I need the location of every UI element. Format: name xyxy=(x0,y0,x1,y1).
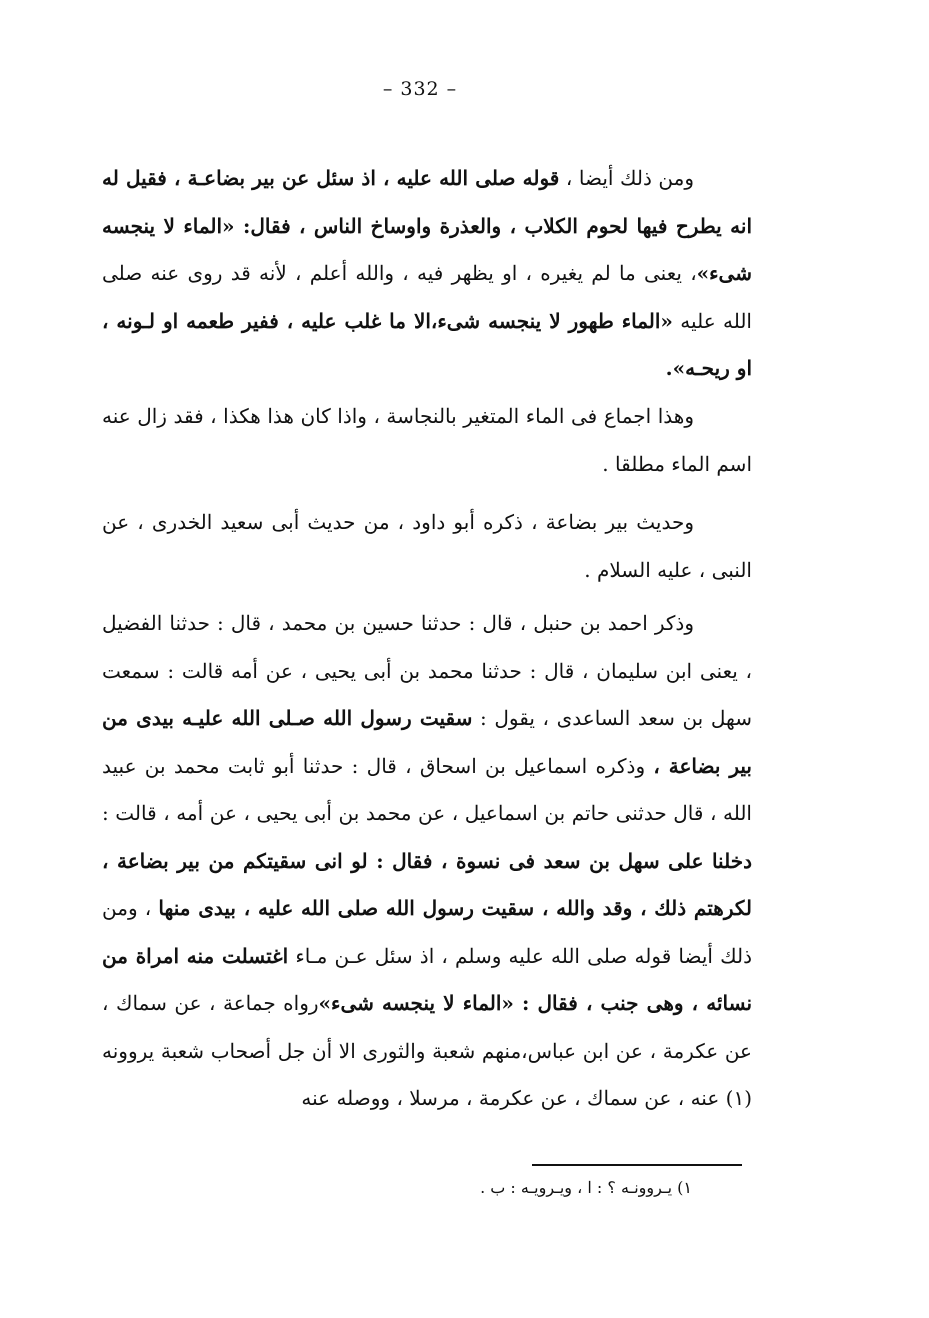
paragraph-4-bold: دخلنا على سهل بن سعد فى نسوة ، فقال : لو انى سقيتكم من بير بضاعة ، لكرهتم ذلك ، وقد والله ، سقيت رسول الله صلى الله عليه ، بيدى منها xyxy=(102,848,752,920)
paragraph-1-bold: «الماء طهور لا ينجسه شىء،الا ما غلب عليه ، ففير طعمه او لـونه ، او ريحـه». xyxy=(102,308,752,380)
paragraph-4-text: رواه جماعة ، عن سماك ، عن عكرمة ، عن ابن عباس،منهم شعبة والثورى الا أن جل أصحاب شعبة يروونه (١) عنه ، عن سماك ، عن عكرمة ، مرسلا ، ووصله عنه xyxy=(102,991,752,1110)
paragraph-3 xyxy=(102,499,752,594)
paragraph-4 xyxy=(102,600,752,1123)
paragraph-4-text: وذكر احمد بن حنبل ، قال : حدثنا حسين بن محمد ، قال : حدثنا الفضيل ، يعنى ابن سليمان ، قال : حدثنا محمد بن أبى يحيى ، عن أمه قالت : سمعت سهل بن سعد الساعدى ، يقول : xyxy=(102,611,752,730)
paragraph-3-text: وحديث بير بضاعة ، ذكره أبو داود ، من حديث أبى سعيد الخدرى ، عن النبى ، عليه السلام . xyxy=(102,510,752,582)
paragraph-4-text: ، ومن ذلك أيضا قوله صلى الله عليه وسلم ، اذ سئل عـن مـاء xyxy=(102,896,752,968)
paragraph-2-text: وهذا اجماع فى الماء المتغير بالنجاسة ، واذا كان هذا هكذا ، فقد زال عنه اسم الماء مطلقا . xyxy=(102,404,752,476)
footnote-divider xyxy=(532,1164,742,1166)
paragraph-1-bold: قوله صلى الله عليه ، اذ سئل عن بير بضاعـة ، فقيل له انه يطرح فيها لحوم الكلاب ، والعذرة واوساخ الناس ، فقال: «الماء لا ينجسه شىء» xyxy=(102,166,752,285)
paragraph-2 xyxy=(102,393,752,488)
page-number: – 332 – xyxy=(382,78,458,100)
paragraph-4-bold: سقيت رسول الله صـلى الله عليـه بيدى من بير بضاعة ، xyxy=(102,706,752,778)
paragraph-1-text: ، يعنى ما لم يغيره ، او يظهر فيه ، والله أعلم ، لأنه قد روى عنه صلى الله عليه xyxy=(102,261,752,333)
paragraph-1-text: ومن ذلك أيضا ، xyxy=(559,166,694,190)
paragraph-4-bold: اغتسلت منه امراة من نسائه ، وهى جنب ، فقال : «الماء لا ينجسه شىء» xyxy=(102,943,753,1015)
footnote: ١) يـروونـه ؟ : ا ، ويـرويـه : ب . xyxy=(480,1178,692,1197)
paragraph-4-text: وذكره اسماعيل بن اسحاق ، قال : حدثنا أبو ثابت محمد بن عبيد الله ، قال حدثنى حاتم بن اسماعيل ، عن محمد بن أبى يحيى ، عن أمه ، قالت : xyxy=(102,753,752,825)
paragraph-1 xyxy=(102,155,752,393)
